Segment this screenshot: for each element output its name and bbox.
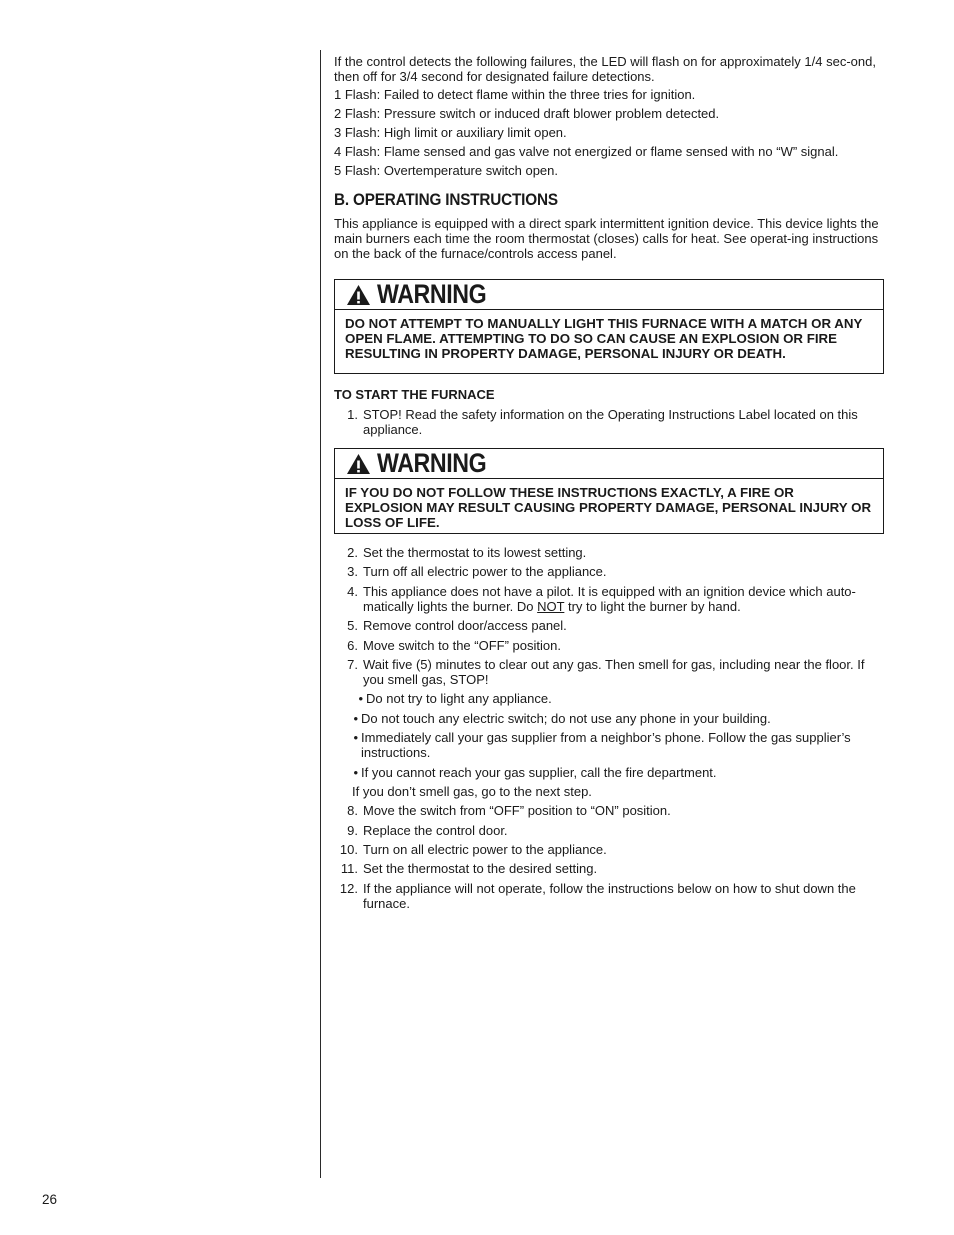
step-text: Set the thermostat to the desired setting. xyxy=(363,861,598,877)
flash-code-item: 4 Flash: Flame sensed and gas valve not energized or flame sensed with no “W” signal. xyxy=(334,144,839,159)
no-smell-line: If you don’t smell gas, go to the next step. xyxy=(352,783,592,799)
warning-title: WARNING xyxy=(377,279,487,309)
bullet-text: If you cannot reach your gas supplier, call the fire department. xyxy=(361,764,717,780)
step-item xyxy=(334,545,884,560)
step-text-part: This appliance does not have a pilot. It is equipped with an ignition device which auto-matically lights the burner. Do xyxy=(363,583,856,614)
step-item xyxy=(334,823,884,838)
step-text: Move the switch from “OFF” position to “ON” position. xyxy=(363,803,671,819)
step-number: 6. xyxy=(347,637,358,653)
step-text: Set the thermostat to its lowest setting. xyxy=(363,545,587,560)
step-text xyxy=(358,584,884,614)
step-number: 9. xyxy=(347,822,358,838)
flash-code-item: 2 Flash: Pressure switch or induced draft blower problem detected. xyxy=(334,106,720,121)
start-furnace-heading: TO START THE FURNACE xyxy=(334,387,495,402)
step-number: 10. xyxy=(339,842,358,858)
emphasis-not: NOT xyxy=(537,598,565,614)
bullet-item xyxy=(334,765,884,780)
step-text-part: try to light the burner by hand. xyxy=(564,598,741,614)
bullet-marker: • xyxy=(353,730,358,746)
step-number: 11. xyxy=(340,861,358,877)
step-item xyxy=(334,638,884,653)
step-number: 2. xyxy=(347,545,358,560)
warning-triangle-icon xyxy=(346,453,371,475)
bullet-text: Do not try to light any appliance. xyxy=(366,691,552,707)
flash-code-item: 5 Flash: Overtemperature switch open. xyxy=(334,163,558,178)
step-item xyxy=(334,657,884,687)
warning-box-1 xyxy=(334,279,884,374)
step-item xyxy=(334,881,884,911)
warning-text: IF YOU DO NOT FOLLOW THESE INSTRUCTIONS EXACTLY, A FIRE OR EXPLOSION MAY RESULT CAUSING PROPERTY DAMAGE, PERSONAL INJURY OR LOSS OF LIFE. xyxy=(345,485,872,530)
bullet-item xyxy=(334,711,884,726)
step-item xyxy=(334,861,884,876)
warning-box-2 xyxy=(334,448,884,534)
warning-text: DO NOT ATTEMPT TO MANUALLY LIGHT THIS FURNACE WITH A MATCH OR ANY OPEN FLAME. ATTEMPTING TO DO SO CAN CAUSE AN EXPLOSION OR FIRE RESULTING IN PROPERTY DAMAGE, PERSONAL INJURY OR DEATH. xyxy=(345,316,863,361)
step-text: Wait five (5) minutes to clear out any gas. Then smell for gas, including near the floor. If you smell gas, STOP! xyxy=(363,656,865,687)
step-number: 5. xyxy=(347,618,358,634)
step-number: 3. xyxy=(347,564,358,580)
step-text: If the appliance will not operate, follow the instructions below on how to shut down the furnace. xyxy=(363,880,856,911)
section-heading: B. OPERATING INSTRUCTIONS xyxy=(334,190,558,209)
step-item xyxy=(334,584,884,614)
step-number: 1. xyxy=(347,407,358,422)
step-text: Turn off all electric power to the appliance. xyxy=(363,564,607,580)
section-paragraph: This appliance is equipped with a direct spark intermittent ignition device. This device lights the main burners each time the room thermostat (closes) calls for heat. See operat-ing instructions on the back of the furnace/controls access panel. xyxy=(334,216,879,261)
step-item xyxy=(334,407,884,437)
bullet-item xyxy=(334,691,884,706)
intro-paragraph: If the control detects the following failures, the LED will flash on for approximately 1/4 sec-ond, then off for 3/4 second for designated failure detections. xyxy=(334,54,876,84)
main-column xyxy=(334,54,884,915)
step-item xyxy=(334,842,884,857)
flash-code-list xyxy=(334,87,884,178)
bullet-text: Do not touch any electric switch; do not use any phone in your building. xyxy=(361,710,771,726)
step-text: STOP! Read the safety information on the Operating Instructions Label located on this appliance. xyxy=(363,407,858,437)
step-number: 12. xyxy=(339,880,358,896)
step-text: Move switch to the “OFF” position. xyxy=(363,637,561,653)
step-text: Replace the control door. xyxy=(363,822,508,838)
bullet-text: Immediately call your gas supplier from a neighbor’s phone. Follow the gas supplier’s instructions. xyxy=(361,730,851,761)
page-number: 26 xyxy=(42,1192,58,1207)
bullet-marker: • xyxy=(358,691,363,707)
column-divider xyxy=(320,50,321,1178)
step-number: 4. xyxy=(347,583,358,599)
warning-header xyxy=(335,280,883,310)
flash-code-item: 3 Flash: High limit or auxiliary limit open. xyxy=(334,125,567,140)
step-item xyxy=(334,803,884,818)
warning-header xyxy=(335,449,883,479)
warning-title: WARNING xyxy=(377,448,487,478)
flash-code-item: 1 Flash: Failed to detect flame within the three tries for ignition. xyxy=(334,87,696,102)
step-item xyxy=(334,618,884,633)
step-text: Turn on all electric power to the appliance. xyxy=(363,842,607,858)
step-list xyxy=(334,545,884,911)
step-text: Remove control door/access panel. xyxy=(363,618,567,634)
step-number: 7. xyxy=(347,656,358,672)
step-number: 8. xyxy=(347,803,358,819)
bullet-marker: • xyxy=(353,764,358,780)
step-item xyxy=(334,564,884,579)
bullet-item xyxy=(334,730,884,760)
bullet-marker: • xyxy=(353,710,358,726)
warning-triangle-icon xyxy=(346,284,371,306)
